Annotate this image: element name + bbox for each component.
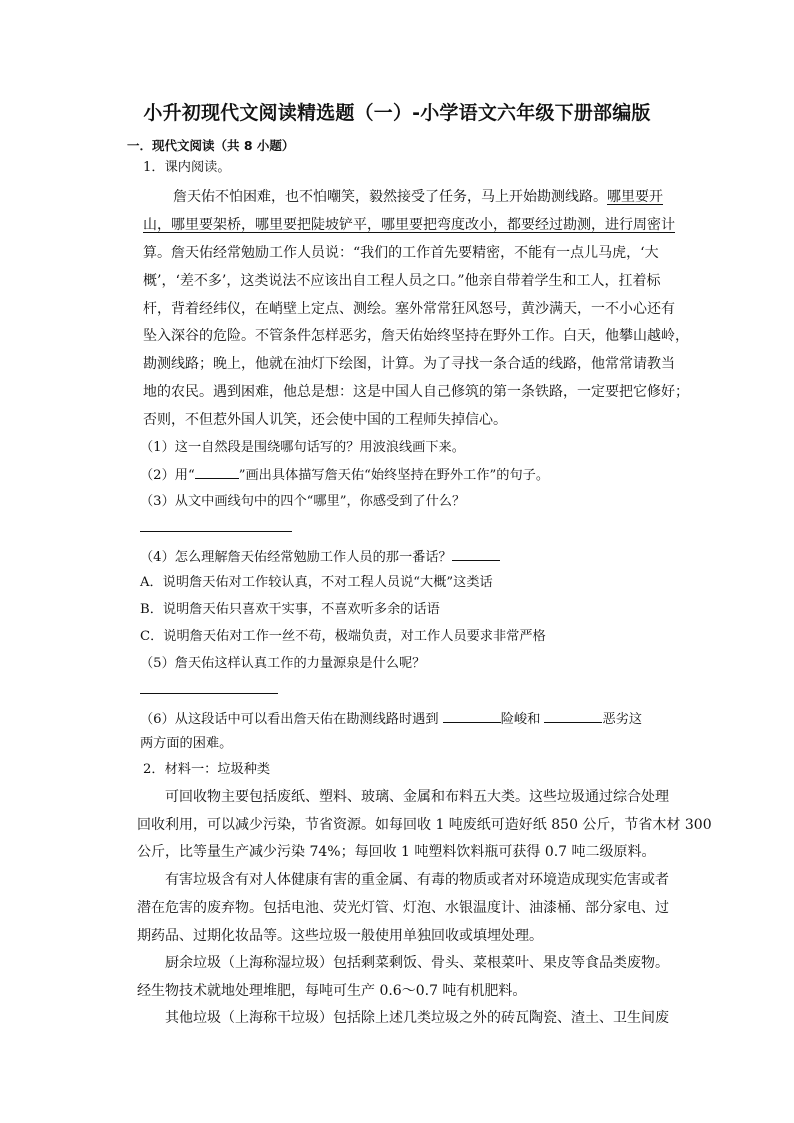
page-title: 小升初现代文阅读精选题（一）-小学语文六年级下册部编版 [143, 102, 651, 124]
passage-line-5: 杆，背着经纬仪，在峭壁上定点、测绘。塞外常常狂风怒号，黄沙满天，一不小心还有 [143, 301, 675, 317]
sub-question-3: （3）从文中画线句中的四个“哪里”，你感受到了什么？ [140, 494, 466, 509]
material-line: 厨余垃圾（上海称湿垃圾）包括剩菜剩饭、骨头、菜根菜叶、果皮等食品类废物。 [165, 955, 669, 971]
option-a[interactable]: A．说明詹天佑对工作较认真，不对工程人员说“大概”这类话 [140, 575, 493, 590]
passage-line-2: 山，哪里要架桥，哪里要把陡坡铲平，哪里要把弯度改小，都要经过勘测，进行周密计 [143, 217, 675, 233]
sub-question-5: （5）詹天佑这样认真工作的力量源泉是什么呢？ [140, 656, 426, 671]
material-line: 潜在危害的废弃物。包括电池、荧光灯管、灯泡、水银温度计、油漆桶、部分家电、过 [137, 900, 669, 916]
answer-line[interactable] [140, 531, 292, 532]
passage-line-4: 概’，‘差不多’，这类说法不应该出自工程人员之口。”他亲自带着学生和工人，扛着标 [143, 273, 661, 289]
underlined-sentence: 哪里要开 [607, 189, 663, 205]
sub-question-2-prefix: （2）用“ [140, 468, 195, 483]
passage-line-3: 算。詹天佑经常勉励工作人员说：“我们的工作首先要精密，不能有一点儿马虎，‘大 [143, 245, 659, 261]
passage-line-6: 坠入深谷的危险。不管条件怎样恶劣，詹天佑始终坚持在野外工作。白天，他攀山越岭， [143, 328, 689, 344]
answer-line[interactable] [140, 693, 278, 694]
sub-question-6-continuation: 两方面的困难。 [140, 736, 233, 751]
answer-blank[interactable] [443, 708, 501, 723]
sub-question-6-prefix: （6）从这段话中可以看出詹天佑在勘测线路时遇到 [140, 712, 439, 727]
material-line: 回收利用，可以减少污染，节省资源。如每回收 1 吨废纸可造好纸 850 公斤，节省木材 300 [137, 817, 712, 833]
question-1-number: 1．课内阅读。 [143, 160, 231, 175]
option-c[interactable]: C．说明詹天佑对工作一丝不苟，极端负责，对工作人员要求非常严格 [140, 629, 546, 644]
material-line: 经生物技术就地处理堆肥，每吨可生产 0.6～0.7 吨有机肥料。 [137, 983, 527, 999]
material-line: 其他垃圾（上海称干垃圾）包括除上述几类垃圾之外的砖瓦陶瓷、渣土、卫生间废 [165, 1010, 669, 1026]
sub-question-4-text: （4）怎么理解詹天佑经常勉励工作人员的那一番话？ [140, 550, 452, 565]
sub-question-4 [140, 546, 500, 568]
material-line: 期药品、过期化妆品等。这些垃圾一般使用单独回收或填埋处理。 [137, 928, 543, 944]
passage-line-9: 否则，不但惹外国人讥笑，还会使中国的工程师失掉信心。 [143, 412, 507, 428]
sub-question-6-suffix: 恶劣这 [602, 712, 643, 727]
section-heading: 一．现代文阅读（共 8 小题） [127, 138, 295, 153]
option-b[interactable]: B．说明詹天佑只喜欢干实事，不喜欢听多余的话语 [140, 602, 440, 617]
passage-line-1 [173, 187, 663, 207]
answer-blank[interactable] [195, 464, 239, 479]
material-line: 可回收物主要包括废纸、塑料、玻璃、金属和布料五大类。这些垃圾通过综合处理 [165, 789, 669, 805]
answer-blank[interactable] [544, 708, 602, 723]
question-2-number: 2．材料一：垃圾种类 [143, 762, 271, 777]
sub-question-6 [140, 708, 642, 730]
sub-question-1: （1）这一自然段是围绕哪句话写的？用波浪线画下来。 [140, 440, 465, 455]
sub-question-2-suffix: ”画出具体描写詹天佑“始终坚持在野外工作”的句子。 [238, 468, 550, 483]
material-line: 公斤，比等量生产减少污染 74%；每回收 1 吨塑料饮料瓶可获得 0.7 吨二级原料。 [137, 844, 656, 860]
material-line: 有害垃圾含有对人体健康有害的重金属、有毒的物质或者对环境造成现实危害或者 [165, 872, 669, 888]
answer-blank[interactable] [452, 546, 500, 561]
passage-text: 詹天佑不怕困难，也不怕嘲笑，毅然接受了任务，马上开始勘测线路。 [173, 189, 607, 205]
passage-line-8: 地的农民。遇到困难，他总是想：这是中国人自己修筑的第一条铁路，一定要把它修好； [143, 384, 689, 400]
sub-question-2 [140, 464, 549, 486]
passage-line-7: 勘测线路；晚上，他就在油灯下绘图，计算。为了寻找一条合适的线路，他常常请教当 [143, 356, 675, 372]
sub-question-6-middle: 险峻和 [500, 712, 541, 727]
